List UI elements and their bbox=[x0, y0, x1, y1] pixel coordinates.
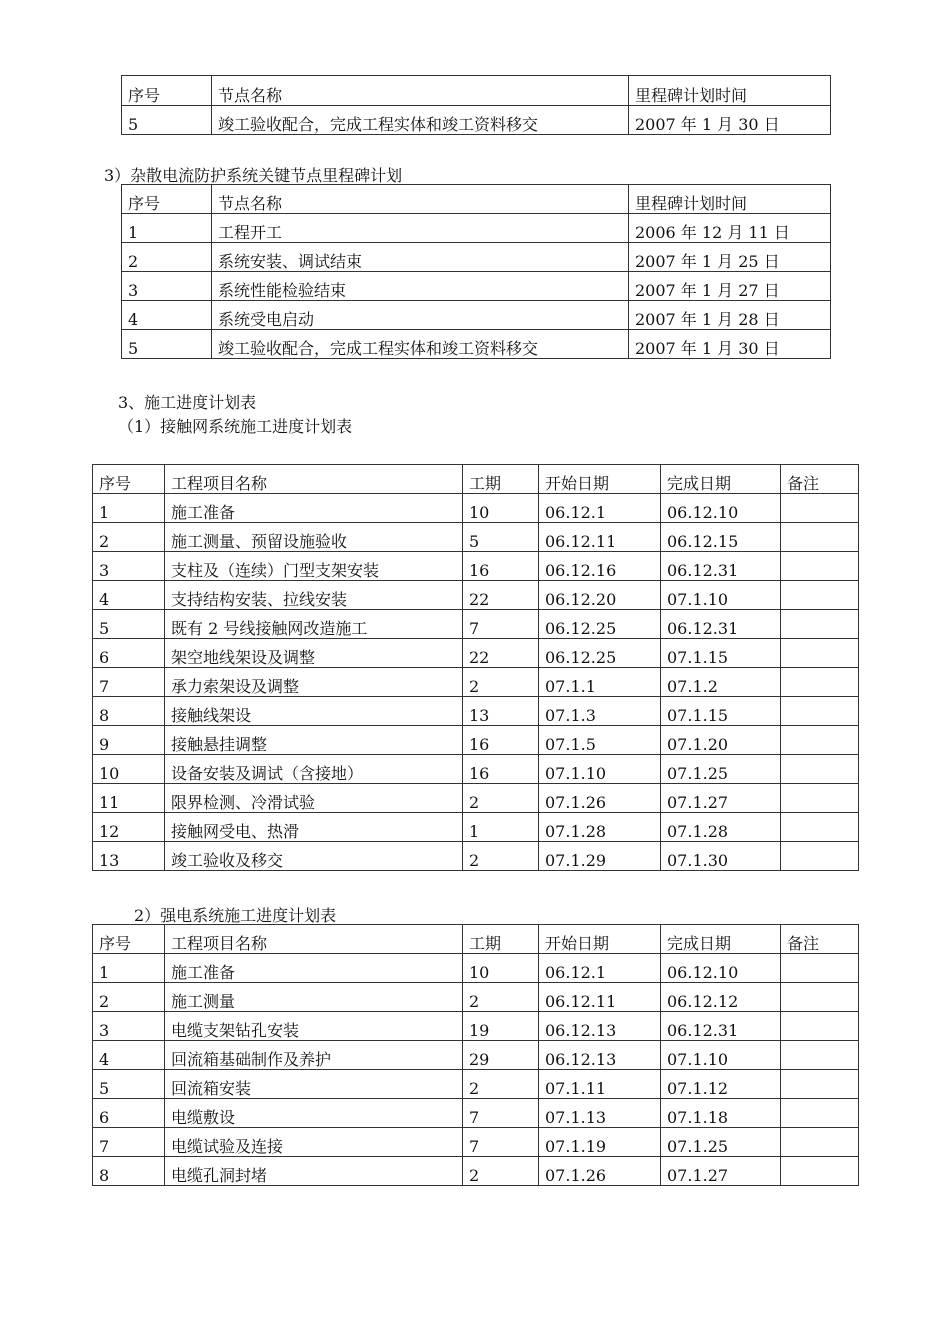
table-cell: 竣工验收配合，完成工程实体和竣工资料移交 bbox=[212, 330, 629, 359]
table-cell: 07.1.26 bbox=[539, 1157, 661, 1186]
table-row bbox=[122, 106, 831, 135]
table-cell: 施工准备 bbox=[165, 494, 463, 523]
column-header: 序号 bbox=[93, 925, 165, 954]
table-cell: 支持结构安装、拉线安装 bbox=[165, 581, 463, 610]
table-header-row bbox=[122, 185, 831, 214]
table-cell: 07.1.29 bbox=[539, 842, 661, 871]
table-cell: 06.12.20 bbox=[539, 581, 661, 610]
table-cell: 7 bbox=[93, 1128, 165, 1157]
table-row bbox=[93, 639, 859, 668]
column-header: 工期 bbox=[463, 465, 539, 494]
table-cell: 07.1.12 bbox=[661, 1070, 781, 1099]
table-cell: 07.1.13 bbox=[539, 1099, 661, 1128]
table-cell: 4 bbox=[93, 581, 165, 610]
table-cell bbox=[781, 1128, 859, 1157]
table-cell: 07.1.5 bbox=[539, 726, 661, 755]
table-cell: 2 bbox=[463, 842, 539, 871]
table-cell: 竣工验收及移交 bbox=[165, 842, 463, 871]
table-cell: 系统性能检验结束 bbox=[212, 272, 629, 301]
table-cell: 设备安装及调试（含接地） bbox=[165, 755, 463, 784]
table-cell: 3 bbox=[122, 272, 212, 301]
column-header: 里程碑计划时间 bbox=[629, 185, 831, 214]
table-cell: 电缆试验及连接 bbox=[165, 1128, 463, 1157]
table-cell: 06.12.10 bbox=[661, 954, 781, 983]
table-cell bbox=[781, 842, 859, 871]
table-cell: 06.12.31 bbox=[661, 1012, 781, 1041]
catenary-heading: （1）接触网系统施工进度计划表 bbox=[118, 417, 353, 436]
table-cell: 2 bbox=[93, 523, 165, 552]
table-cell: 11 bbox=[93, 784, 165, 813]
table-cell: 施工测量、预留设施验收 bbox=[165, 523, 463, 552]
table-cell bbox=[781, 1012, 859, 1041]
table-cell bbox=[781, 1099, 859, 1128]
milestone-table-1 bbox=[121, 75, 831, 135]
table-row bbox=[122, 301, 831, 330]
table-cell bbox=[781, 755, 859, 784]
column-header: 开始日期 bbox=[539, 465, 661, 494]
table-cell: 5 bbox=[122, 330, 212, 359]
table-cell bbox=[781, 610, 859, 639]
table-row bbox=[93, 697, 859, 726]
table-cell bbox=[781, 784, 859, 813]
table-cell: 竣工验收配合，完成工程实体和竣工资料移交 bbox=[212, 106, 629, 135]
table-row bbox=[122, 243, 831, 272]
table-row bbox=[93, 1012, 859, 1041]
table-row bbox=[93, 954, 859, 983]
table-cell: 2007 年 1 月 30 日 bbox=[629, 106, 831, 135]
column-header: 备注 bbox=[781, 925, 859, 954]
table-cell: 06.12.11 bbox=[539, 523, 661, 552]
table-cell: 1 bbox=[122, 214, 212, 243]
table-cell bbox=[781, 581, 859, 610]
table-cell: 06.12.25 bbox=[539, 610, 661, 639]
table-header-row bbox=[93, 925, 859, 954]
table-cell: 06.12.13 bbox=[539, 1041, 661, 1070]
table-row bbox=[122, 214, 831, 243]
table-cell: 06.12.13 bbox=[539, 1012, 661, 1041]
table-row bbox=[93, 610, 859, 639]
column-header: 序号 bbox=[122, 185, 212, 214]
catenary-schedule-table bbox=[92, 464, 859, 871]
table-row bbox=[93, 813, 859, 842]
table-cell: 07.1.27 bbox=[661, 1157, 781, 1186]
column-header: 工程项目名称 bbox=[165, 465, 463, 494]
table-cell bbox=[781, 954, 859, 983]
column-header: 序号 bbox=[93, 465, 165, 494]
table-cell: 22 bbox=[463, 639, 539, 668]
table-cell bbox=[781, 1041, 859, 1070]
table-cell: 07.1.11 bbox=[539, 1070, 661, 1099]
table-cell: 06.12.1 bbox=[539, 954, 661, 983]
table-cell: 限界检测、冷滑试验 bbox=[165, 784, 463, 813]
table-cell: 10 bbox=[463, 954, 539, 983]
section-3-title: 3）杂散电流防护系统关键节点里程碑计划 bbox=[104, 166, 403, 185]
table-cell: 06.12.31 bbox=[661, 552, 781, 581]
table-cell: 12 bbox=[93, 813, 165, 842]
table-cell: 07.1.2 bbox=[661, 668, 781, 697]
table-cell: 16 bbox=[463, 726, 539, 755]
table-cell: 07.1.10 bbox=[661, 581, 781, 610]
table-cell: 8 bbox=[93, 1157, 165, 1186]
table-cell: 07.1.10 bbox=[539, 755, 661, 784]
table-cell: 06.12.12 bbox=[661, 983, 781, 1012]
table-cell: 07.1.3 bbox=[539, 697, 661, 726]
table-cell: 16 bbox=[463, 552, 539, 581]
table-cell bbox=[781, 1157, 859, 1186]
table-cell: 13 bbox=[93, 842, 165, 871]
table-cell: 29 bbox=[463, 1041, 539, 1070]
table-cell bbox=[781, 639, 859, 668]
column-header: 工期 bbox=[463, 925, 539, 954]
table-cell: 22 bbox=[463, 581, 539, 610]
table-cell: 2 bbox=[463, 668, 539, 697]
milestone-table-2 bbox=[121, 184, 831, 359]
table-cell: 07.1.1 bbox=[539, 668, 661, 697]
table-cell bbox=[781, 668, 859, 697]
table-cell: 接触悬挂调整 bbox=[165, 726, 463, 755]
table-cell: 07.1.26 bbox=[539, 784, 661, 813]
table-cell: 2 bbox=[122, 243, 212, 272]
table-row bbox=[93, 523, 859, 552]
table-cell: 4 bbox=[122, 301, 212, 330]
table-cell: 系统安装、调试结束 bbox=[212, 243, 629, 272]
table-cell: 施工准备 bbox=[165, 954, 463, 983]
table-cell: 2 bbox=[463, 1157, 539, 1186]
table-cell: 06.12.16 bbox=[539, 552, 661, 581]
table-cell: 06.12.15 bbox=[661, 523, 781, 552]
table-row bbox=[93, 1128, 859, 1157]
table-cell: 07.1.15 bbox=[661, 639, 781, 668]
column-header: 完成日期 bbox=[661, 925, 781, 954]
table-cell: 16 bbox=[463, 755, 539, 784]
table-cell: 电缆支架钻孔安装 bbox=[165, 1012, 463, 1041]
table-cell: 07.1.28 bbox=[661, 813, 781, 842]
table-cell: 5 bbox=[93, 610, 165, 639]
table-cell: 07.1.27 bbox=[661, 784, 781, 813]
table-cell: 2007 年 1 月 30 日 bbox=[629, 330, 831, 359]
table-cell: 施工测量 bbox=[165, 983, 463, 1012]
table-cell: 06.12.1 bbox=[539, 494, 661, 523]
table-row bbox=[93, 784, 859, 813]
table-cell: 支柱及（连续）门型支架安装 bbox=[165, 552, 463, 581]
table-cell: 13 bbox=[463, 697, 539, 726]
table-cell bbox=[781, 1070, 859, 1099]
table-cell: 6 bbox=[93, 1099, 165, 1128]
table-cell: 1 bbox=[463, 813, 539, 842]
table-cell bbox=[781, 983, 859, 1012]
table-header-row bbox=[93, 465, 859, 494]
table-cell: 07.1.18 bbox=[661, 1099, 781, 1128]
table-cell: 07.1.25 bbox=[661, 755, 781, 784]
table-cell: 19 bbox=[463, 1012, 539, 1041]
table-cell: 10 bbox=[93, 755, 165, 784]
power-heading: 2）强电系统施工进度计划表 bbox=[134, 906, 337, 925]
table-cell: 回流箱安装 bbox=[165, 1070, 463, 1099]
table-header-row bbox=[122, 76, 831, 106]
table-row bbox=[122, 330, 831, 359]
table-cell: 工程开工 bbox=[212, 214, 629, 243]
table-cell: 10 bbox=[463, 494, 539, 523]
table-cell bbox=[781, 726, 859, 755]
power-schedule-table bbox=[92, 924, 859, 1186]
table-cell: 07.1.15 bbox=[661, 697, 781, 726]
table-cell: 5 bbox=[93, 1070, 165, 1099]
table-row bbox=[93, 842, 859, 871]
table-cell: 7 bbox=[463, 1128, 539, 1157]
table-row bbox=[93, 1099, 859, 1128]
table-cell: 7 bbox=[463, 610, 539, 639]
table-cell: 06.12.25 bbox=[539, 639, 661, 668]
table-cell: 3 bbox=[93, 552, 165, 581]
table-cell bbox=[781, 552, 859, 581]
table-cell: 2007 年 1 月 28 日 bbox=[629, 301, 831, 330]
table-cell: 2007 年 1 月 27 日 bbox=[629, 272, 831, 301]
table-cell: 07.1.19 bbox=[539, 1128, 661, 1157]
table-row bbox=[93, 668, 859, 697]
table-row bbox=[93, 983, 859, 1012]
table-cell: 6 bbox=[93, 639, 165, 668]
table-cell: 2 bbox=[463, 1070, 539, 1099]
column-header: 开始日期 bbox=[539, 925, 661, 954]
table-cell: 07.1.25 bbox=[661, 1128, 781, 1157]
schedule-heading: 3、施工进度计划表 bbox=[118, 393, 257, 412]
table-cell: 07.1.10 bbox=[661, 1041, 781, 1070]
table-cell: 07.1.20 bbox=[661, 726, 781, 755]
table-cell: 2 bbox=[463, 983, 539, 1012]
table-cell: 4 bbox=[93, 1041, 165, 1070]
table-cell bbox=[781, 813, 859, 842]
table-cell: 系统受电启动 bbox=[212, 301, 629, 330]
table-cell: 接触网受电、热滑 bbox=[165, 813, 463, 842]
column-header: 里程碑计划时间 bbox=[629, 76, 831, 106]
table-cell: 2006 年 12 月 11 日 bbox=[629, 214, 831, 243]
table-cell: 电缆敷设 bbox=[165, 1099, 463, 1128]
column-header: 工程项目名称 bbox=[165, 925, 463, 954]
table-cell bbox=[781, 523, 859, 552]
table-cell: 2 bbox=[463, 784, 539, 813]
table-cell: 7 bbox=[463, 1099, 539, 1128]
table-cell: 5 bbox=[122, 106, 212, 135]
table-cell bbox=[781, 697, 859, 726]
column-header: 序号 bbox=[122, 76, 212, 106]
table-cell: 架空地线架设及调整 bbox=[165, 639, 463, 668]
table-cell: 电缆孔洞封堵 bbox=[165, 1157, 463, 1186]
table-row bbox=[93, 1070, 859, 1099]
table-cell bbox=[781, 494, 859, 523]
table-cell: 1 bbox=[93, 954, 165, 983]
table-cell: 06.12.31 bbox=[661, 610, 781, 639]
table-row bbox=[93, 494, 859, 523]
table-cell: 接触线架设 bbox=[165, 697, 463, 726]
table-cell: 回流箱基础制作及养护 bbox=[165, 1041, 463, 1070]
table-row bbox=[93, 755, 859, 784]
table-cell: 07.1.28 bbox=[539, 813, 661, 842]
table-cell: 2007 年 1 月 25 日 bbox=[629, 243, 831, 272]
table-cell: 5 bbox=[463, 523, 539, 552]
table-row bbox=[122, 272, 831, 301]
table-cell: 8 bbox=[93, 697, 165, 726]
table-cell: 2 bbox=[93, 983, 165, 1012]
table-cell: 07.1.30 bbox=[661, 842, 781, 871]
column-header: 完成日期 bbox=[661, 465, 781, 494]
table-cell: 既有 2 号线接触网改造施工 bbox=[165, 610, 463, 639]
table-cell: 9 bbox=[93, 726, 165, 755]
table-cell: 1 bbox=[93, 494, 165, 523]
table-cell: 06.12.10 bbox=[661, 494, 781, 523]
table-cell: 承力索架设及调整 bbox=[165, 668, 463, 697]
table-cell: 7 bbox=[93, 668, 165, 697]
table-row bbox=[93, 1041, 859, 1070]
column-header: 节点名称 bbox=[212, 76, 629, 106]
table-row bbox=[93, 1157, 859, 1186]
table-cell: 06.12.11 bbox=[539, 983, 661, 1012]
table-row bbox=[93, 552, 859, 581]
table-cell: 3 bbox=[93, 1012, 165, 1041]
column-header: 备注 bbox=[781, 465, 859, 494]
column-header: 节点名称 bbox=[212, 185, 629, 214]
table-row bbox=[93, 726, 859, 755]
table-row bbox=[93, 581, 859, 610]
